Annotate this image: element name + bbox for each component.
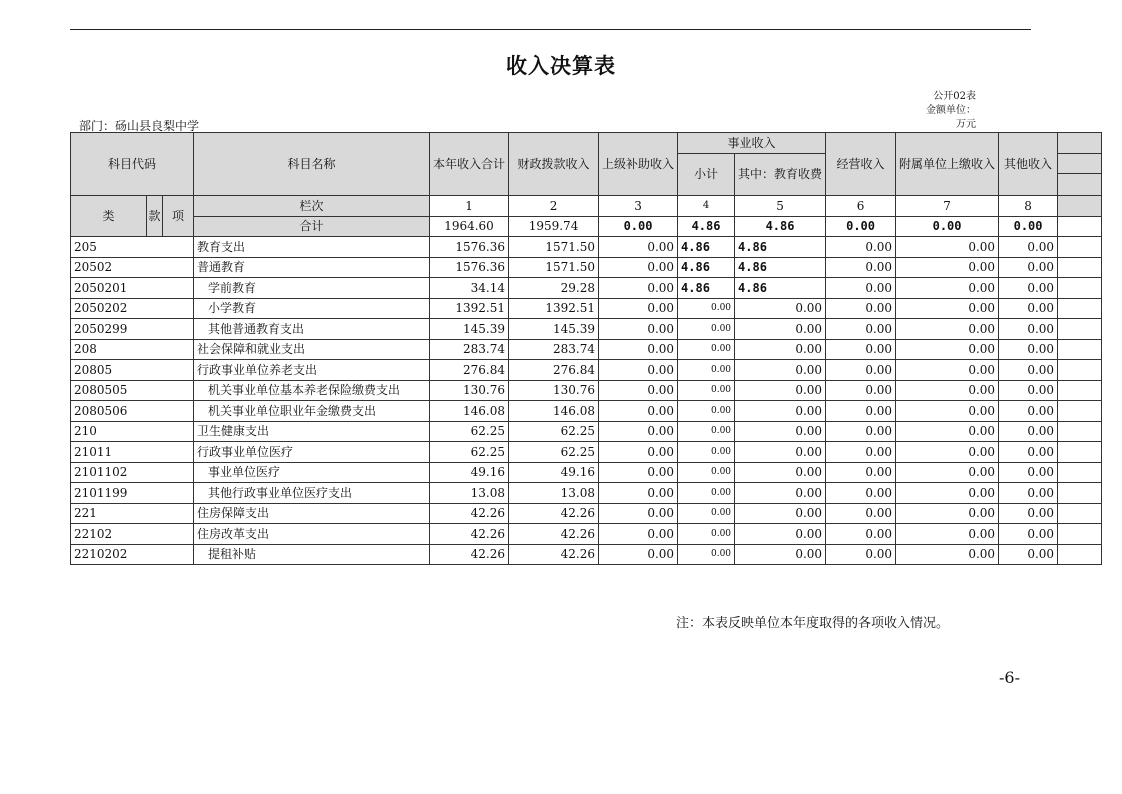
- row-code: 2050202: [71, 298, 194, 319]
- row-edu-fee: 0.00: [735, 421, 826, 442]
- header-code: 科目代码: [71, 133, 194, 196]
- table-row: [71, 483, 1102, 504]
- row-affiliated: 0.00: [896, 237, 999, 258]
- row-total: 42.26: [430, 524, 509, 545]
- row-edu-fee: 0.00: [735, 442, 826, 463]
- row-edu-fee: 0.00: [735, 544, 826, 565]
- row-code: 210: [71, 421, 194, 442]
- header-kuan: 款: [147, 196, 163, 237]
- table-row: [71, 339, 1102, 360]
- blank-cell: [1058, 257, 1102, 278]
- row-name: 机关事业单位基本养老保险缴费支出: [194, 380, 430, 401]
- top-rule: [70, 29, 1031, 30]
- row-upper: 0.00: [599, 278, 678, 299]
- col-num-6: 6: [826, 196, 896, 217]
- row-total: 146.08: [430, 401, 509, 422]
- row-total: 1576.36: [430, 237, 509, 258]
- row-upper: 0.00: [599, 483, 678, 504]
- row-operating: 0.00: [826, 462, 896, 483]
- row-operating: 0.00: [826, 401, 896, 422]
- row-fiscal: 130.76: [509, 380, 599, 401]
- unit-label: 金额单位：万元: [926, 105, 976, 130]
- row-fiscal: 42.26: [509, 524, 599, 545]
- blank-cell: [1058, 319, 1102, 340]
- table-row: [71, 360, 1102, 381]
- header-xiang: 项: [163, 196, 194, 237]
- row-code: 208: [71, 339, 194, 360]
- header-blank: [1058, 133, 1102, 154]
- table-row: [71, 503, 1102, 524]
- row-affiliated: 0.00: [896, 257, 999, 278]
- col-num-8: 8: [999, 196, 1058, 217]
- row-operating: 0.00: [826, 380, 896, 401]
- table-row: [71, 462, 1102, 483]
- row-affiliated: 0.00: [896, 360, 999, 381]
- row-fiscal: 276.84: [509, 360, 599, 381]
- row-upper: 0.00: [599, 462, 678, 483]
- blank-cell: [1058, 380, 1102, 401]
- row-upper: 0.00: [599, 442, 678, 463]
- total-total: 1964.60: [430, 216, 509, 237]
- blank-cell: [1058, 216, 1102, 237]
- row-other: 0.00: [999, 257, 1058, 278]
- row-edu-fee: 0.00: [735, 380, 826, 401]
- row-fiscal: 49.16: [509, 462, 599, 483]
- row-affiliated: 0.00: [896, 483, 999, 504]
- row-other: 0.00: [999, 401, 1058, 422]
- total-edu-fee: 4.86: [735, 216, 826, 237]
- row-subtotal: 0.00: [678, 380, 735, 401]
- row-upper: 0.00: [599, 257, 678, 278]
- row-edu-fee: 0.00: [735, 462, 826, 483]
- row-code: 2050299: [71, 319, 194, 340]
- row-fiscal: 62.25: [509, 421, 599, 442]
- row-edu-fee: 0.00: [735, 319, 826, 340]
- row-edu-fee: 4.86: [735, 237, 826, 258]
- row-name: 其他行政事业单位医疗支出: [194, 483, 430, 504]
- row-name: 教育支出: [194, 237, 430, 258]
- row-edu-fee: 4.86: [735, 257, 826, 278]
- row-name: 行政事业单位养老支出: [194, 360, 430, 381]
- table-row: [71, 442, 1102, 463]
- row-fiscal: 42.26: [509, 544, 599, 565]
- row-total: 13.08: [430, 483, 509, 504]
- table-row: [71, 257, 1102, 278]
- row-operating: 0.00: [826, 298, 896, 319]
- income-table: [70, 132, 1102, 565]
- row-affiliated: 0.00: [896, 544, 999, 565]
- blank-cell: [1058, 298, 1102, 319]
- header-blank: [1058, 153, 1102, 174]
- row-operating: 0.00: [826, 503, 896, 524]
- row-total: 130.76: [430, 380, 509, 401]
- header-affiliated: 附属单位上缴收入: [896, 133, 999, 196]
- row-fiscal: 283.74: [509, 339, 599, 360]
- row-other: 0.00: [999, 442, 1058, 463]
- row-operating: 0.00: [826, 421, 896, 442]
- header-upper: 上级补助收入: [599, 133, 678, 196]
- total-operating: 0.00: [826, 216, 896, 237]
- row-operating: 0.00: [826, 544, 896, 565]
- blank-cell: [1058, 401, 1102, 422]
- row-code: 20502: [71, 257, 194, 278]
- row-edu-fee: 0.00: [735, 524, 826, 545]
- table-row: [71, 544, 1102, 565]
- row-operating: 0.00: [826, 360, 896, 381]
- row-name: 小学教育: [194, 298, 430, 319]
- col-num-3: 3: [599, 196, 678, 217]
- row-operating: 0.00: [826, 257, 896, 278]
- table-row: [71, 421, 1102, 442]
- row-subtotal: 0.00: [678, 483, 735, 504]
- row-name: 学前教育: [194, 278, 430, 299]
- row-affiliated: 0.00: [896, 380, 999, 401]
- row-affiliated: 0.00: [896, 319, 999, 340]
- row-code: 205: [71, 237, 194, 258]
- row-total: 276.84: [430, 360, 509, 381]
- row-subtotal: 0.00: [678, 462, 735, 483]
- row-other: 0.00: [999, 380, 1058, 401]
- row-subtotal: 0.00: [678, 421, 735, 442]
- row-edu-fee: 0.00: [735, 503, 826, 524]
- row-operating: 0.00: [826, 524, 896, 545]
- row-code: 2080506: [71, 401, 194, 422]
- row-total: 42.26: [430, 503, 509, 524]
- row-other: 0.00: [999, 524, 1058, 545]
- row-subtotal: 0.00: [678, 442, 735, 463]
- blank-cell: [1058, 339, 1102, 360]
- row-total: 34.14: [430, 278, 509, 299]
- page-title: 收入决算表: [506, 54, 616, 78]
- row-affiliated: 0.00: [896, 524, 999, 545]
- row-other: 0.00: [999, 483, 1058, 504]
- col-num-4: 4: [678, 196, 735, 217]
- header-operating: 经营收入: [826, 133, 896, 196]
- row-affiliated: 0.00: [896, 339, 999, 360]
- row-code: 2210202: [71, 544, 194, 565]
- row-operating: 0.00: [826, 237, 896, 258]
- row-subtotal: 0.00: [678, 503, 735, 524]
- row-upper: 0.00: [599, 339, 678, 360]
- department-label: 部门：砀山县良梨中学: [79, 119, 200, 133]
- row-other: 0.00: [999, 360, 1058, 381]
- row-code: 2101102: [71, 462, 194, 483]
- row-subtotal: 0.00: [678, 544, 735, 565]
- row-affiliated: 0.00: [896, 421, 999, 442]
- row-name: 住房保障支出: [194, 503, 430, 524]
- row-edu-fee: 0.00: [735, 298, 826, 319]
- total-label: 合计: [194, 216, 430, 237]
- blank-cell: [1058, 278, 1102, 299]
- row-name: 机关事业单位职业年金缴费支出: [194, 401, 430, 422]
- row-other: 0.00: [999, 237, 1058, 258]
- row-name: 普通教育: [194, 257, 430, 278]
- row-fiscal: 1571.50: [509, 237, 599, 258]
- row-other: 0.00: [999, 462, 1058, 483]
- row-affiliated: 0.00: [896, 442, 999, 463]
- col-num-7: 7: [896, 196, 999, 217]
- row-subtotal: 0.00: [678, 319, 735, 340]
- table-row: [71, 380, 1102, 401]
- table-row: [71, 298, 1102, 319]
- row-total: 62.25: [430, 442, 509, 463]
- row-code: 22102: [71, 524, 194, 545]
- row-fiscal: 1392.51: [509, 298, 599, 319]
- form-code: 公开02表: [933, 91, 976, 102]
- row-subtotal: 0.00: [678, 339, 735, 360]
- row-other: 0.00: [999, 339, 1058, 360]
- row-subtotal: 0.00: [678, 360, 735, 381]
- table-row: [71, 524, 1102, 545]
- blank-cell: [1058, 483, 1102, 504]
- row-upper: 0.00: [599, 380, 678, 401]
- row-operating: 0.00: [826, 442, 896, 463]
- row-name: 卫生健康支出: [194, 421, 430, 442]
- row-fiscal: 145.39: [509, 319, 599, 340]
- col-num-1: 1: [430, 196, 509, 217]
- row-other: 0.00: [999, 544, 1058, 565]
- row-edu-fee: 0.00: [735, 339, 826, 360]
- blank-cell: [1058, 237, 1102, 258]
- table-row: [71, 278, 1102, 299]
- row-other: 0.00: [999, 503, 1058, 524]
- row-name: 住房改革支出: [194, 524, 430, 545]
- total-affiliated: 0.00: [896, 216, 999, 237]
- table-note: 注：本表反映单位本年度取得的各项收入情况。: [676, 616, 950, 631]
- row-total: 1392.51: [430, 298, 509, 319]
- row-upper: 0.00: [599, 401, 678, 422]
- header-fiscal: 财政拨款收入: [509, 133, 599, 196]
- row-affiliated: 0.00: [896, 278, 999, 299]
- row-upper: 0.00: [599, 319, 678, 340]
- row-operating: 0.00: [826, 483, 896, 504]
- col-num-5: 5: [735, 196, 826, 217]
- row-other: 0.00: [999, 421, 1058, 442]
- blank-cell: [1058, 421, 1102, 442]
- row-code: 2101199: [71, 483, 194, 504]
- row-code: 21011: [71, 442, 194, 463]
- total-upper: 0.00: [599, 216, 678, 237]
- row-name: 提租补贴: [194, 544, 430, 565]
- row-fiscal: 29.28: [509, 278, 599, 299]
- header-total: 本年收入合计: [430, 133, 509, 196]
- row-affiliated: 0.00: [896, 462, 999, 483]
- row-affiliated: 0.00: [896, 503, 999, 524]
- row-edu-fee: 4.86: [735, 278, 826, 299]
- row-upper: 0.00: [599, 524, 678, 545]
- header-row-4: [71, 196, 1102, 217]
- row-upper: 0.00: [599, 237, 678, 258]
- blank-cell: [1058, 503, 1102, 524]
- header-row-1: [71, 133, 1102, 154]
- row-total: 62.25: [430, 421, 509, 442]
- page-number: -6-: [999, 668, 1020, 687]
- header-other: 其他收入: [999, 133, 1058, 196]
- row-operating: 0.00: [826, 319, 896, 340]
- row-name: 社会保障和就业支出: [194, 339, 430, 360]
- row-subtotal: 0.00: [678, 524, 735, 545]
- row-code: 2080505: [71, 380, 194, 401]
- row-fiscal: 1571.50: [509, 257, 599, 278]
- row-other: 0.00: [999, 298, 1058, 319]
- row-fiscal: 146.08: [509, 401, 599, 422]
- col-num-2: 2: [509, 196, 599, 217]
- row-total: 283.74: [430, 339, 509, 360]
- row-operating: 0.00: [826, 339, 896, 360]
- row-upper: 0.00: [599, 360, 678, 381]
- blank-cell: [1058, 524, 1102, 545]
- total-other: 0.00: [999, 216, 1058, 237]
- row-subtotal: 4.86: [678, 278, 735, 299]
- blank-cell: [1058, 360, 1102, 381]
- blank-cell: [1058, 442, 1102, 463]
- header-lanci: 栏次: [194, 196, 430, 217]
- blank-cell: [1058, 462, 1102, 483]
- table-row: [71, 237, 1102, 258]
- row-total: 145.39: [430, 319, 509, 340]
- header-edu-fee: 其中：教育收费: [735, 153, 826, 196]
- row-affiliated: 0.00: [896, 401, 999, 422]
- header-blank: [1058, 174, 1102, 196]
- header-blank: [1058, 196, 1102, 217]
- row-total: 42.26: [430, 544, 509, 565]
- row-other: 0.00: [999, 278, 1058, 299]
- row-fiscal: 42.26: [509, 503, 599, 524]
- row-code: 20805: [71, 360, 194, 381]
- row-subtotal: 4.86: [678, 237, 735, 258]
- row-upper: 0.00: [599, 503, 678, 524]
- row-code: 221: [71, 503, 194, 524]
- row-edu-fee: 0.00: [735, 360, 826, 381]
- row-fiscal: 62.25: [509, 442, 599, 463]
- total-row: [71, 216, 1102, 237]
- row-name: 行政事业单位医疗: [194, 442, 430, 463]
- row-subtotal: 0.00: [678, 401, 735, 422]
- row-total: 49.16: [430, 462, 509, 483]
- header-subtotal: 小计: [678, 153, 735, 196]
- row-subtotal: 0.00: [678, 298, 735, 319]
- table-row: [71, 401, 1102, 422]
- row-upper: 0.00: [599, 421, 678, 442]
- header-business: 事业收入: [678, 133, 826, 154]
- row-code: 2050201: [71, 278, 194, 299]
- row-edu-fee: 0.00: [735, 401, 826, 422]
- row-fiscal: 13.08: [509, 483, 599, 504]
- row-name: 事业单位医疗: [194, 462, 430, 483]
- blank-cell: [1058, 544, 1102, 565]
- row-other: 0.00: [999, 319, 1058, 340]
- row-upper: 0.00: [599, 544, 678, 565]
- row-affiliated: 0.00: [896, 298, 999, 319]
- header-name: 科目名称: [194, 133, 430, 196]
- table-row: [71, 319, 1102, 340]
- total-fiscal: 1959.74: [509, 216, 599, 237]
- total-subtotal: 4.86: [678, 216, 735, 237]
- header-lei: 类: [71, 196, 147, 237]
- row-upper: 0.00: [599, 298, 678, 319]
- row-operating: 0.00: [826, 278, 896, 299]
- row-total: 1576.36: [430, 257, 509, 278]
- row-subtotal: 4.86: [678, 257, 735, 278]
- row-edu-fee: 0.00: [735, 483, 826, 504]
- row-name: 其他普通教育支出: [194, 319, 430, 340]
